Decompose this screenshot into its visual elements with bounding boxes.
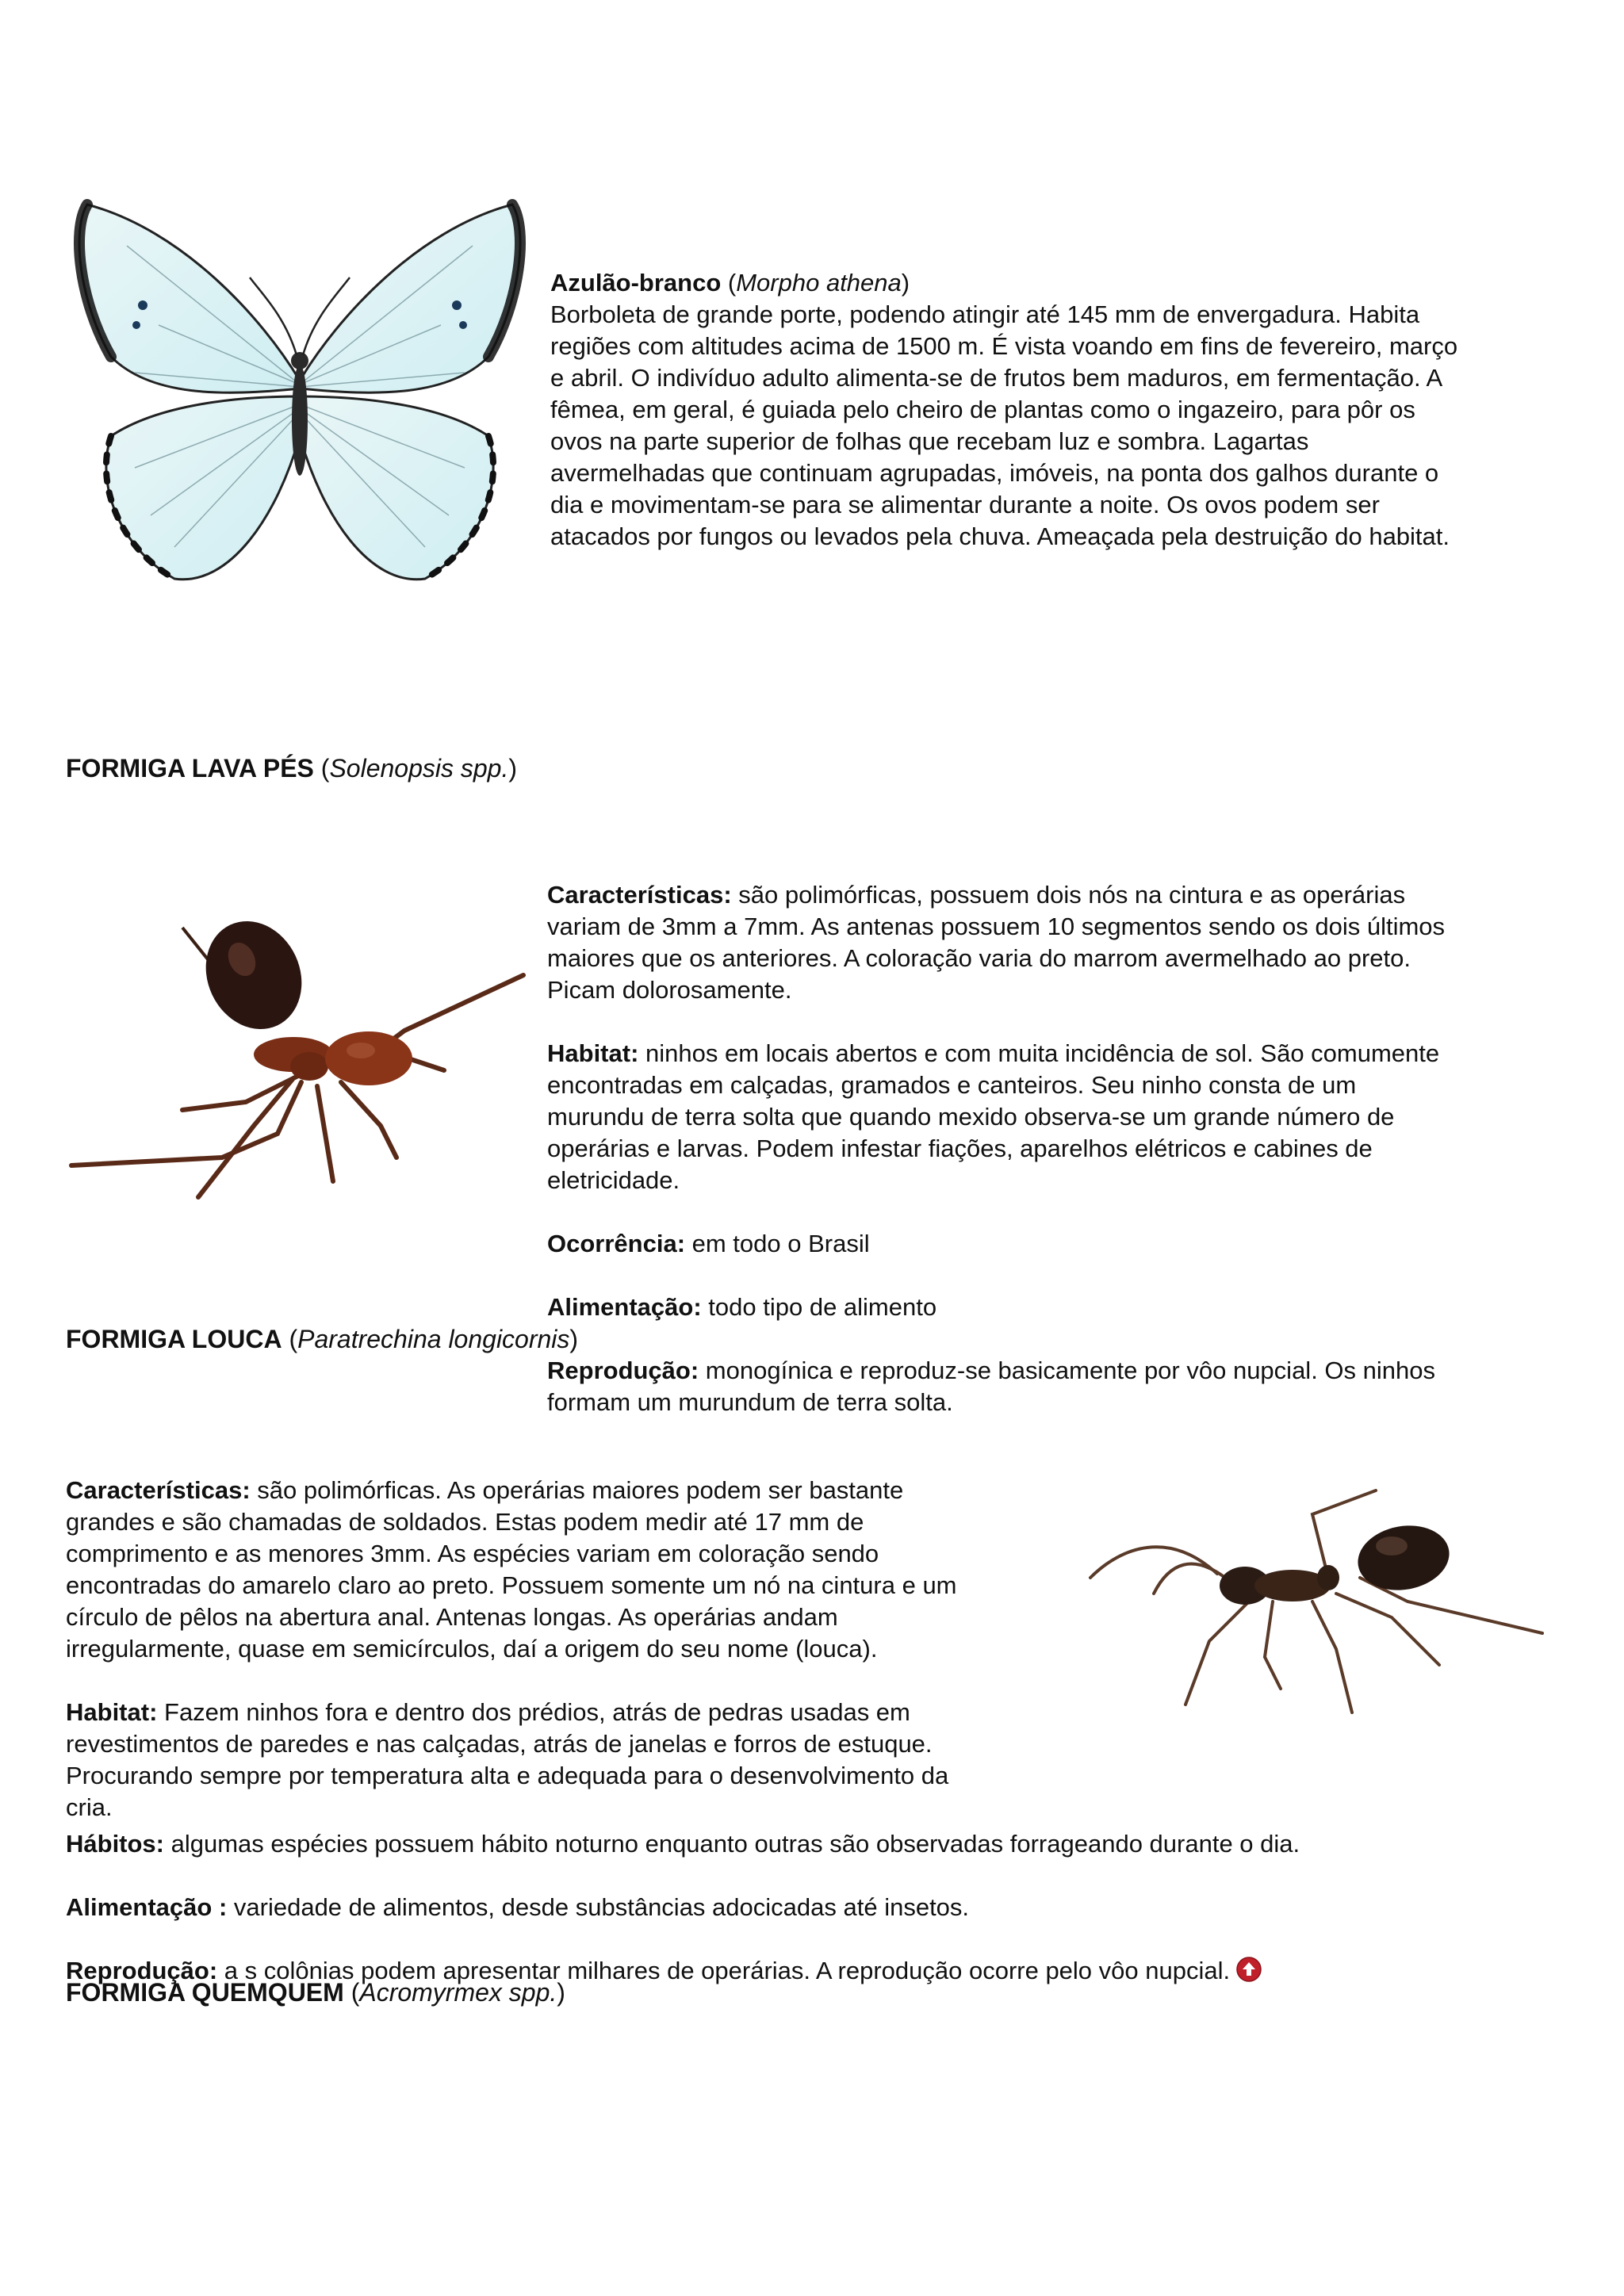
arrow-up-circle-icon[interactable]: [1236, 1957, 1262, 1982]
crazy-ant-image: [1074, 1483, 1550, 1720]
lava-pes-habitat: Habitat: ninhos em locais abertos e com muita incidência de sol. São comumente encontradas em calçadas, gramados e canteiros. Seu ninho consta de um murundu de terra solta que quando mexido observa-se um grande número de operárias e larvas. Podem infestar fiações, aparelhos elétricos e cabines de eletricidade.: [547, 1039, 1440, 1194]
section-title-lava-pes: FORMIGA LAVA PÉS (Solenopsis spp.): [66, 754, 518, 783]
lava-pes-reproducao: Reprodução: monogínica e reproduz-se basicamente por vôo nupcial. Os ninhos formam um murundum de terra solta.: [547, 1357, 1435, 1416]
lava-pes-ocorrencia: Ocorrência: em todo o Brasil: [547, 1230, 870, 1257]
louca-habitos: Hábitos: algumas espécies possuem hábito noturno enquanto outras são observadas forrageando durante o dia.: [66, 1830, 1300, 1858]
louca-habitat: Habitat: Fazem ninhos fora e dentro dos prédios, atrás de pedras usadas em revestimentos de paredes e nas calçadas, atrás de janelas e forros de estuque. Procurando sempre por temperatura alta e adequada para o desenvolvimento da cria.: [66, 1698, 949, 1821]
butterfly-image: [63, 198, 531, 595]
section-title-louca: FORMIGA LOUCA (Paratrechina longicornis): [66, 1325, 579, 1353]
lava-pes-alimentacao: Alimentação: todo tipo de alimento: [547, 1293, 937, 1321]
lava-pes-caracteristicas: Características: são polimórficas, possuem dois nós na cintura e as operárias variam de 3mm a 7mm. As antenas possuem 10 segmentos sendo os dois últimos maiores que os anteriores. A coloração varia do marrom avermelhado ao preto. Picam dolorosamente.: [547, 881, 1446, 1004]
lava-pes-description: [547, 848, 1602, 1450]
butterfly-description: Borboleta de grande porte, podendo atingir até 145 mm de envergadura. Habita regiões com altitudes acima de 1500 m. É vista voando em fins de fevereiro, março e abril. O indivíduo adulto alimenta-se de frutos bem maduros, em fermentação. A fêmea, em geral, é guiada pelo cheiro de plantas como o ingazeiro, para pôr os ovos na parte superior de folhas que recebam luz e sombra. Lagartas avermelhadas que continuam agrupadas, imóveis, na ponta dos galhos durante o dia e movimentam-se para se alimentar durante a noite. Os ovos podem ser atacados por fungos ou levados pela chuva. Ameaçada pela destruição do habitat.: [550, 300, 1458, 550]
louca-alimentacao: Alimentação : variedade de alimentos, desde substâncias adocicadas até insetos.: [66, 1893, 970, 1921]
louca-description: [66, 1443, 1097, 1855]
section-title-quemquem: FORMIGA QUEMQUEM (Acromyrmex spp.): [66, 1978, 565, 2007]
butterfly-title: Azulão-branco (Morpho athena): [550, 269, 910, 297]
fire-ant-image: [63, 896, 539, 1213]
louca-caracteristicas: Características: são polimórficas. As operárias maiores podem ser bastante grandes e são chamadas de soldados. Estas podem medir até 17 mm de comprimento e as menores 3mm. As espécies variam em coloração sendo encontradas do amarelo claro ao preto. Possuem somente um nó na cintura e um círculo de pêlos na abertura anal. Antenas longas. As operárias andam irregularmente, quase em semicírculos, daí a origem do seu nome (louca).: [66, 1476, 957, 1663]
louca-reproducao: Reprodução: a s colônias podem apresentar milhares de operárias. A reprodução ocorre pelo vôo nupcial.: [66, 1955, 1604, 1987]
